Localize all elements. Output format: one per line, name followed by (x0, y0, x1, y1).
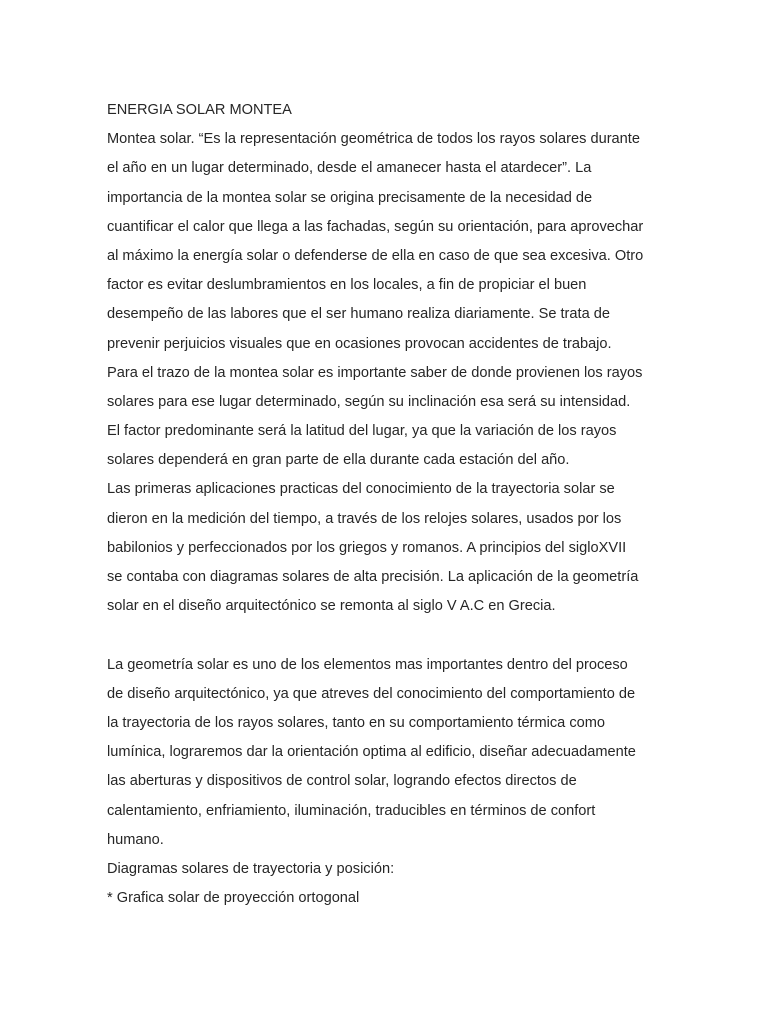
section-subheading: Diagramas solares de trayectoria y posición: (107, 860, 395, 877)
text-line: dieron en la medición del tiempo, a través de los relojes solares, usados por los (107, 510, 622, 527)
paragraph-montea-trazo (107, 359, 667, 476)
paragraph-solar-geometry (107, 651, 667, 855)
paragraph-history (107, 475, 667, 621)
document-body (107, 96, 667, 913)
text-line: Para el trazo de la montea solar es importante saber de donde provienen los rayos (107, 364, 643, 381)
text-line: cuantificar el calor que llega a las fachadas, según su orientación, para aprovechar (107, 218, 644, 235)
text-line: se contaba con diagramas solares de alta precisión. La aplicación de la geometría (107, 569, 639, 585)
text-line: El factor predominante será la latitud del lugar, ya que la variación de los rayos (107, 423, 617, 440)
text-line: al máximo la energía solar o defenderse de ella en caso de que sea excesiva. Otro (107, 247, 644, 264)
text-line: calentamiento, enfriamiento, iluminación, traducibles en términos de confort (107, 802, 596, 819)
text-line: solar en el diseño arquitectónico se remonta al siglo V A.C en Grecia. (107, 598, 556, 615)
text-line: lumínica, lograremos dar la orientación optima al edificio, diseñar adecuadamente (107, 744, 636, 761)
text-line: prevenir perjuicios visuales que en ocasiones provocan accidentes de trabajo. (107, 335, 612, 352)
text-line: Las primeras aplicaciones practicas del conocimiento de la trayectoria solar se (107, 481, 615, 498)
text-line: babilonios y perfeccionados por los griegos y romanos. A principios del sigloXVII (107, 539, 627, 556)
text-line: humano. (107, 831, 164, 848)
paragraph-spacer (107, 621, 667, 650)
text-line: desempeño de las labores que el ser humano realiza diariamente. Se trata de (107, 306, 610, 323)
text-line: la trayectoria de los rayos solares, tanto en su comportamiento térmica como (107, 714, 606, 731)
text-line: las aberturas y dispositivos de control solar, logrando efectos directos de (107, 773, 577, 790)
text-line: Montea solar. “Es la representación geométrica de todos los rayos solares durante (107, 131, 640, 148)
text-line: La geometría solar es uno de los elementos mas importantes dentro del proceso (107, 656, 628, 673)
text-line: factor es evitar deslumbramientos en los locales, a fin de propiciar el buen (107, 277, 587, 294)
bullet-item: * Grafica solar de proyección ortogonal (107, 890, 360, 907)
text-line: de diseño arquitectónico, ya que atreves del conocimiento del comportamiento de (107, 685, 636, 702)
text-line: solares para ese lugar determinado, según su inclinación esa será su intensidad. (107, 393, 631, 410)
text-line: el año en un lugar determinado, desde el amanecer hasta el atardecer”. La (107, 160, 592, 177)
document-title: ENERGIA SOLAR MONTEA (107, 102, 292, 118)
paragraph-montea-definition (107, 125, 667, 359)
text-line: solares dependerá en gran parte de ella durante cada estación del año. (107, 452, 570, 469)
text-line: importancia de la montea solar se origina precisamente de la necesidad de (107, 189, 593, 206)
